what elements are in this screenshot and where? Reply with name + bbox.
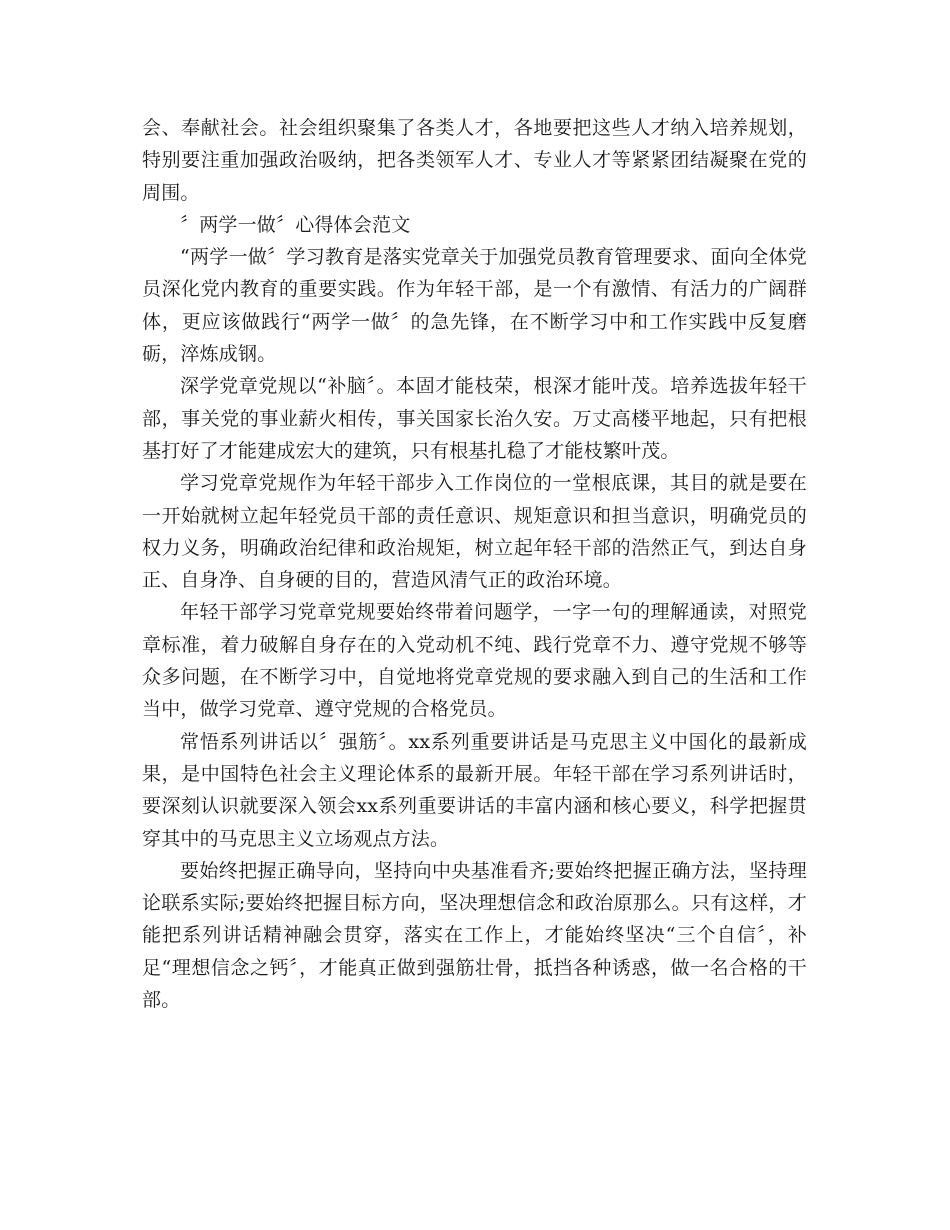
paragraph-party-constitution: 深学党章党规以“补脑〞。本固才能枝荣，根深才能叶茂。培养选拔年轻干部，事关党的事业薪火相传，事关国家长治久安。万丈高楼平地起，只有把根基打好了才能建成宏大的建筑，只有根基扎稳了才能枝繁叶茂。	[142, 375, 807, 462]
document-body	[142, 112, 807, 1016]
paragraph-orientation: 要始终把握正确导向，坚持向中央基准看齐;要始终把握正确方法，坚持理论联系实际;要始终把握目标方向，坚决理想信念和政治原那么。只有这样，才能把系列讲话精神融会贯穿，落实在工作上，才能始终坚决“三个自信〞，补足“理想信念之钙〞，才能真正做到强筋壮骨，抵挡各种诱惑，做一名合格的干部。	[142, 859, 807, 1012]
paragraph-foundation-course: 学习党章党规作为年轻干部步入工作岗位的一堂根底课，其目的就是要在一开始就树立起年轻党员干部的责任意识、规矩意识和担当意识，明确党员的权力义务，明确政治纪律和政治规矩，树立起年轻干部的浩然正气，到达自身正、自身净、自身硬的目的，营造风清气正的政治环境。	[142, 472, 807, 592]
paragraph-speeches: 常悟系列讲话以〞强筋〞。xx系列重要讲话是马克思主义中国化的最新成果，是中国特色社会主义理论体系的最新开展。年轻干部在学习系列讲话时，要深刻认识就要深入领会xx系列重要讲话的丰富内涵和核心要义，科学把握贯穿其中的马克思主义立场观点方法。	[142, 730, 807, 850]
section-title: 〞两学一做〞心得体会范文	[180, 213, 411, 236]
paragraph-continuation: 会、奉献社会。社会组织聚集了各类人才，各地要把这些人才纳入培养规划，特别要注重加强政治吸纳，把各类领军人才、专业人才等紧紧团结凝聚在党的周围。	[142, 117, 807, 204]
paragraph-study-with-questions: 年轻干部学习党章党规要始终带着问题学，一字一句的理解通读，对照党章标准，着力破解自身存在的入党动机不纯、践行党章不力、遵守党规不够等众多问题，在不断学习中，自觉地将党章党规的要求融入到自己的生活和工作当中，做学习党章、遵守党规的合格党员。	[142, 601, 807, 721]
paragraph-intro: “两学一做〞学习教育是落实党章关于加强党员教育管理要求、面向全体党员深化党内教育的重要实践。作为年轻干部，是一个有激情、有活力的广阔群体，更应该做践行“两学一做〞的急先锋，在不断学习中和工作实践中反复磨砺，淬炼成钢。	[142, 246, 807, 366]
